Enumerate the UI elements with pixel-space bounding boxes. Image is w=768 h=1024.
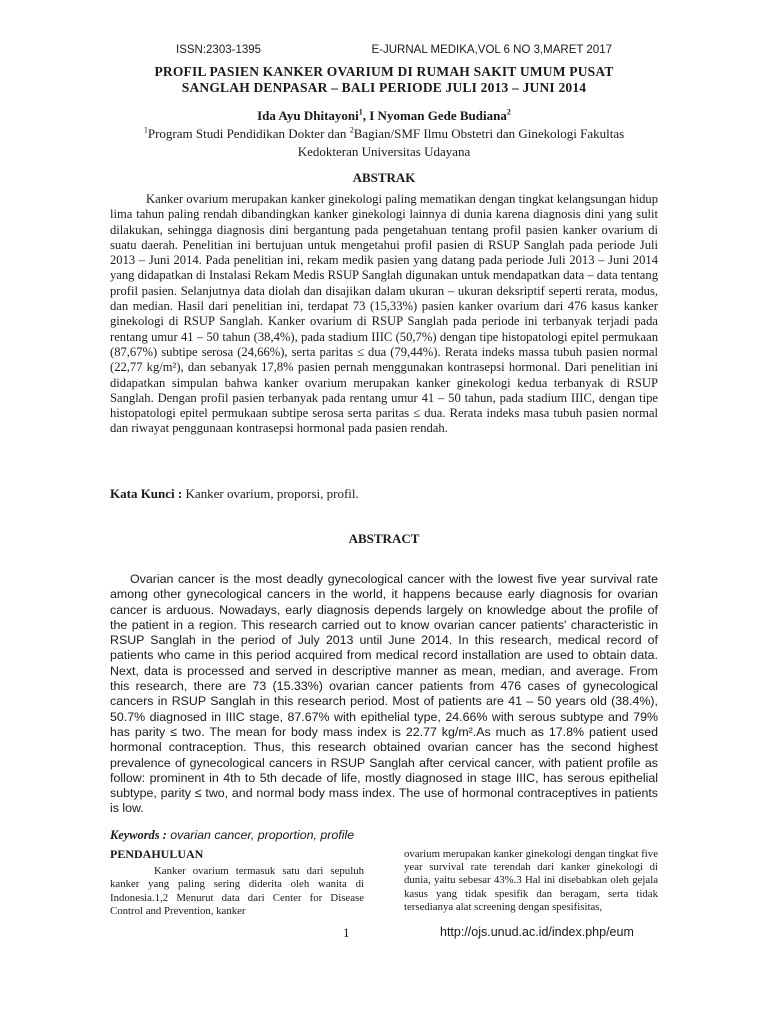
keywords-label: Keywords :: [110, 828, 167, 842]
abstrak-heading: ABSTRAK: [352, 170, 416, 185]
title-line-2: SANGLAH DENPASAR – BALI PERIODE JULI 2013 – JUNI 2014: [181, 80, 587, 95]
abstrak-body: Kanker ovarium merupakan kanker ginekologi paling mematikan dengan tingkat kelangsungan hidup lima tahun paling rendah dibandingkan kanker ginekologi lainnya di dunia karena diagnosis dini yang sulit dilakukan, sehingga diagnosis dini bergantung pada pengetahuan tentang profil pasien kanker ovarium di suatu daerah. Penelitian ini bertujuan untuk mengetahui profil pasien di RSUP Sanglah pada periode Juli 2013 – Juni 2014. Pada penelitian ini, rekam medik pasien yang datang pada periode Juli 2013 – Juni 2014 yang didapatkan di Instalasi Rekam Medis RSUP Sanglah digunakan untuk mendapatkan data – data tentang profil pasien. Selanjutnya data diolah dan disajikan dalam ukuran – ukuran deksriptif seperti rerata, modus, dan median. Hasil dari penelitian ini, terdapat 73 (15,33%) pasien kanker ovarium dari 476 kasus kanker ginekologi di RSUP Sanglah. Kanker ovarium di RSUP Sanglah pada periode ini terbanyak terjadi pada rentang umur 41 – 50 tahun (38,4%), pada stadium IIIC (50,7%) dengan tipe histopatologi epitel permukaan (87,67%) subtipe serosa (24,66%), serta paritas ≤ dua (79,44%). Rerata indeks massa tubuh pasien normal (22,77 kg/m²), dan sebanyak 17,8% pasien pernah menggunakan kontrasepsi hormonal. Dari penelitian ini didapatkan simpulan bahwa kanker ovarium merupakan kanker ginekologi kedua terbanyak di RSUP Sanglah. Dengan profil pasien terbanyak pada rentang umur 41 – 50 tahun, pada stadium IIIC, dengan tipe histopatologi epitel permukaan subtipe serosa serta paritas ≤ dua. Rerata indeks masa tubuh pasien normal dan riwayat penggunaan kontrasepsi hormonal pada pasien rendah.: [110, 192, 658, 436]
affil-part-1: Program Studi Pendidikan Dokter dan: [147, 126, 350, 141]
page-number: 1: [343, 925, 350, 940]
affil-part-2: Bagian/SMF Ilmu Obstetri dan Ginekologi Fakultas: [353, 126, 625, 141]
authors: [100, 108, 668, 124]
intro-left-text: Kanker ovarium termasuk satu dari sepuluh kanker yang paling sering diderita oleh wanita di Indonesia.1,2 Menurut data dari Center for Disease Control and Prevention, kanker: [110, 865, 364, 917]
paper-title: [100, 64, 668, 96]
journal-url-link[interactable]: http://ojs.unud.ac.id/index.php/eum: [440, 925, 634, 939]
pendahuluan-heading: PENDAHULUAN: [110, 847, 204, 861]
issn: ISSN:2303-1395: [176, 44, 262, 56]
kata-kunci-label: Kata Kunci :: [110, 486, 183, 501]
affiliation: [100, 125, 668, 161]
affiliation-line-2: Kedokteran Universitas Udayana: [297, 144, 471, 159]
keywords: [110, 828, 658, 843]
intro-right-text: ovarium merupakan kanker ginekologi dengan tingkat five year survival rate terendah dari kanker ginekologi di dunia, yaitu sebesar 43%.3 Hal ini disebabkan oleh gejala kasus yang tidak spesifik dan beragam, serta tidak tersedianya alat screening dengan spesifisitas,: [404, 848, 658, 913]
title-line-1: PROFIL PASIEN KANKER OVARIUM DI RUMAH SAKIT UMUM PUSAT: [154, 64, 614, 79]
intro-left-column: [110, 848, 364, 918]
author-1: Ida Ayu Dhitayoni: [257, 108, 359, 123]
affil-sup-2: 2: [349, 125, 354, 135]
affiliation-line-1: [100, 125, 668, 143]
keywords-text: ovarian cancer, proportion, profile: [166, 828, 355, 842]
intro-right-column: [404, 848, 658, 914]
kata-kunci-text: Kanker ovarium, proporsi, profil.: [182, 486, 359, 501]
kata-kunci: [110, 486, 658, 502]
author-separator: ,: [362, 108, 370, 123]
journal-info: E-JURNAL MEDIKA,VOL 6 NO 3,MARET 2017: [371, 44, 612, 56]
abstract-heading: ABSTRACT: [348, 531, 420, 546]
running-header: [176, 44, 612, 56]
author-1-affil: 1: [358, 107, 363, 117]
author-2: I Nyoman Gede Budiana: [369, 108, 507, 123]
author-2-affil: 2: [506, 107, 511, 117]
affil-sup-1: 1: [143, 125, 148, 135]
abstract-body: Ovarian cancer is the most deadly gynecological cancer with the lowest five year survival rate among other gynecological cancers in the world, it happens because early diagnosis for ovarian cancer is arduous. Nowadays, early diagnosis depends largely on knowledge about the profile of the patient in a region. This research carried out to know ovarian cancer patients' characteristic in RSUP Sanglah in the period of July 2013 until June 2014. In this research, medical record of patients who came in this period acquired from medical record installation are used to obtain data. Next, data is processed and served in descriptive manner as mean, median, and average. From this research, there are 73 (15.33%) ovarian cancer patients from 476 cases of gynecological cancers in RSUP Sanglah in this research period. Most of patients are 41 – 50 years old (38.4%), 50.7% diagnosed in IIIC stage, 87.67% with epithelial type, 24.66% with serous subtype and 79% has parity ≤ two. The mean for body mass index is 22.77 kg/m².As much as 17.8% patient used hormonal contraception. Thus, this research obtained ovarian cancer has the second highest prevalence of gynecological cancers in RSUP Sanglah after cervical cancer, with patient profile as follow: prominent in 4th to 5th decade of life, mostly diagnosed in stage IIIC, has serous epithelial subtype, parity ≤ two, and normal body mass index. The use of hormonal contraceptives in patients is low.: [110, 572, 658, 816]
